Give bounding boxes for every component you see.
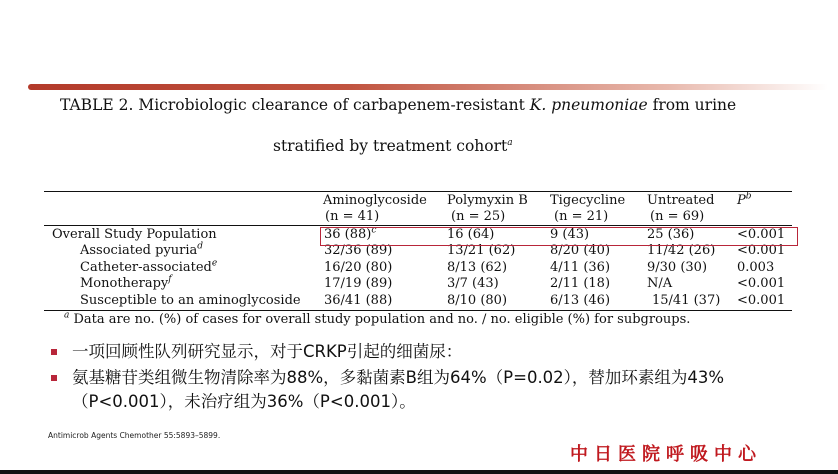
row-label: Associated pyuria$^d$: [80, 241, 204, 258]
table-cell: 16/20 (80): [324, 260, 393, 275]
table-row: [44, 276, 792, 292]
table-cell: 32/36 (89): [324, 243, 393, 258]
bullet-item: 氨基糖苷类组微生物清除率为88%，多黏菌素B组为64%（P=0.02），替加环素组为43%（P<0.001），未治疗组为36%（P<0.001）。: [48, 366, 808, 414]
table-cell: 25 (36): [647, 227, 695, 242]
table-title-line2: stratified by treatment cohort$^a$: [273, 137, 513, 155]
table-cell: 9/30 (30): [647, 260, 708, 275]
column-header-aminoglycoside: Aminoglycoside (n = 41): [323, 193, 427, 224]
table-cell: 8/13 (62): [447, 260, 508, 275]
table-cell: 17/19 (89): [324, 276, 393, 291]
table-cell: 2/11 (18): [550, 276, 611, 291]
bottom-border: [0, 470, 838, 474]
table-cell: 15/41 (37): [652, 293, 721, 308]
reference-citation: Antimicrob Agents Chemother 55:5893–5899.: [48, 431, 221, 440]
bullet-list: [48, 340, 808, 416]
table-cell: N/A: [647, 276, 673, 291]
table-cell: 0.003: [737, 260, 775, 275]
hospital-logo-text: 中日医院呼吸中心: [570, 444, 762, 465]
table-cell: 36/41 (88): [324, 293, 393, 308]
bullet-square-icon: [51, 349, 57, 355]
top-accent-bar: [28, 84, 828, 90]
table-cell: 11/42 (26): [647, 243, 716, 258]
table-cell: 13/21 (62): [447, 243, 516, 258]
row-label: Overall Study Population: [52, 227, 217, 242]
table-title: TABLE 2. Microbiologic clearance of carbapenem-resistant K. pneumoniae from urine: [60, 96, 737, 114]
column-header-p-value: $P^b$: [737, 191, 752, 208]
row-label: Catheter-associated$^e$: [80, 258, 218, 275]
table-cell: 16 (64): [447, 227, 495, 242]
table-top-rule: [44, 191, 792, 192]
table-row: [44, 293, 792, 309]
bullet-item: 一项回顾性队列研究显示，对于CRKP引起的细菌尿：: [48, 340, 808, 364]
table-row: [44, 260, 792, 276]
table-cell: 9 (43): [550, 227, 590, 242]
table-cell: 4/11 (36): [550, 260, 611, 275]
table-cell: 6/13 (46): [550, 293, 611, 308]
table-cell: <0.001: [737, 227, 786, 242]
table-cell: <0.001: [737, 276, 786, 291]
row-label: Monotherapy$^f$: [80, 274, 172, 291]
bullet-square-icon: [51, 375, 57, 381]
table-bottom-rule: [44, 310, 792, 311]
table-cell: 8/20 (40): [550, 243, 611, 258]
column-header-untreated: Untreated (n = 69): [647, 193, 715, 224]
table-cell: 3/7 (43): [447, 276, 499, 291]
column-header-polymyxin: Polymyxin B (n = 25): [447, 193, 528, 224]
table-footnote: $^a$ Data are no. (%) of cases for overall study population and no. / no. eligible (%) for subgroups.: [64, 310, 691, 327]
table-cell: <0.001: [737, 243, 786, 258]
table-cell: 8/10 (80): [447, 293, 508, 308]
column-header-tigecycline: Tigecycline (n = 21): [550, 193, 626, 224]
table-header-rule: [44, 225, 792, 226]
overall-row-highlight-box: [320, 227, 798, 246]
table-cell: <0.001: [737, 293, 786, 308]
row-label: Susceptible to an aminoglycoside: [80, 293, 301, 308]
table-cell: 36 $(88)^c$: [324, 225, 377, 242]
